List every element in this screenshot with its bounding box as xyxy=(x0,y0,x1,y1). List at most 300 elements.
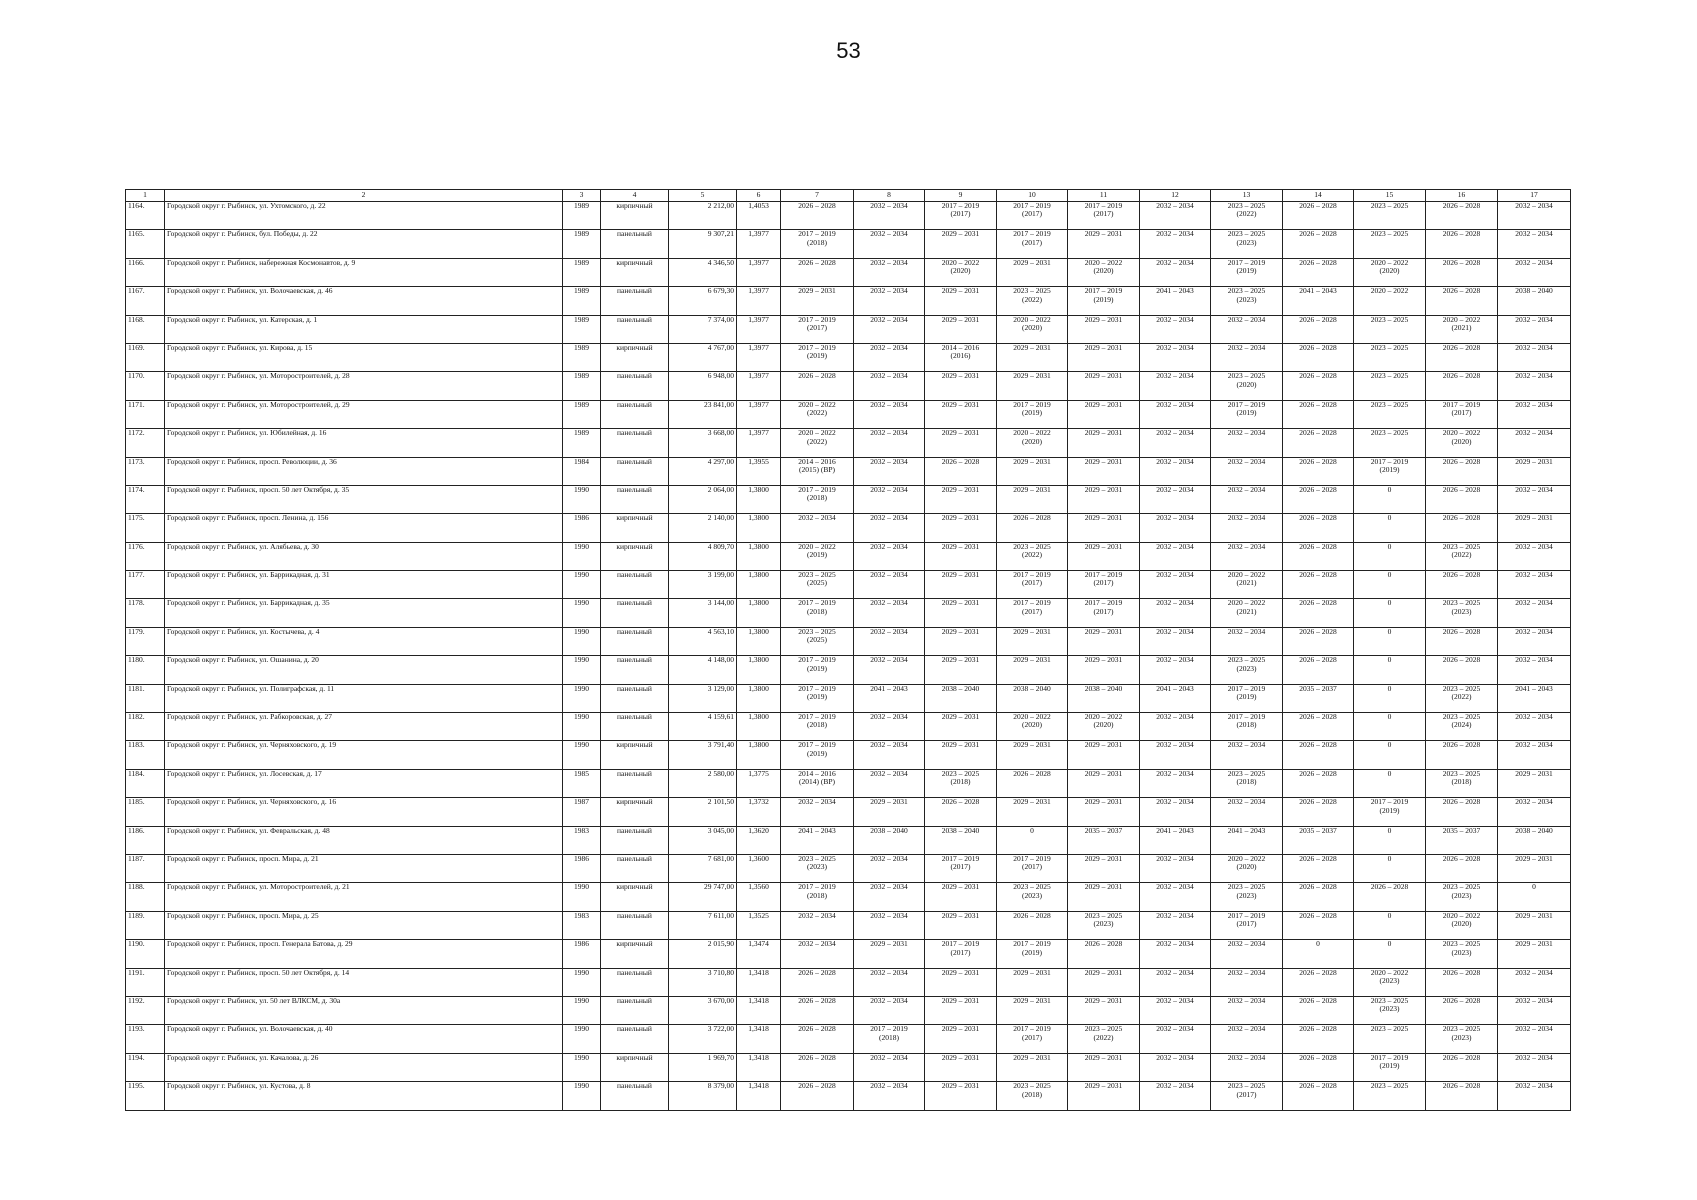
column-header-7: 7 xyxy=(781,190,854,202)
table-cell: 2032 – 2034 xyxy=(854,542,925,570)
table-cell: 2020 – 2022 (2021) xyxy=(1426,315,1498,343)
table-cell: 2032 – 2034 xyxy=(1498,258,1571,286)
table-cell: 1989 xyxy=(563,287,601,315)
table-cell: 2032 – 2034 xyxy=(1498,968,1571,996)
table-cell: 2026 – 2028 xyxy=(1283,854,1354,882)
table-cell: панельный xyxy=(601,684,669,712)
table-cell: 4 297,00 xyxy=(669,457,737,485)
address-cell: Городской округ г. Рыбинск, просп. Мира, д. 25 xyxy=(165,911,563,939)
table-cell: 3 722,00 xyxy=(669,1025,737,1053)
table-cell: 2029 – 2031 xyxy=(1068,315,1140,343)
table-cell: 3 144,00 xyxy=(669,599,737,627)
table-cell: 1990 xyxy=(563,656,601,684)
table-cell: 2032 – 2034 xyxy=(1498,1025,1571,1053)
table-cell: 2029 – 2031 xyxy=(925,514,997,542)
table-cell: 2017 – 2019 (2018) xyxy=(781,883,854,911)
table-cell: 2029 – 2031 xyxy=(1068,343,1140,371)
row-number-cell: 1189. xyxy=(126,911,165,939)
table-cell: 1,3800 xyxy=(737,542,781,570)
address-cell: Городской округ г. Рыбинск, ул. Ухтомского, д. 22 xyxy=(165,202,563,230)
address-cell: Городской округ г. Рыбинск, ул. Черняховского, д. 19 xyxy=(165,741,563,769)
table-cell: 2029 – 2031 xyxy=(1498,769,1571,797)
table-row xyxy=(126,911,1571,939)
table-cell: 2029 – 2031 xyxy=(1068,485,1140,513)
row-number-cell: 1180. xyxy=(126,656,165,684)
column-header-10: 10 xyxy=(997,190,1068,202)
address-cell: Городской округ г. Рыбинск, просп. Мира, д. 21 xyxy=(165,854,563,882)
table-cell: 3 045,00 xyxy=(669,826,737,854)
table-cell: 2026 – 2028 xyxy=(1426,1082,1498,1110)
table-cell: 2029 – 2031 xyxy=(925,713,997,741)
table-cell: 2020 – 2022 (2022) xyxy=(781,429,854,457)
table-cell: 2032 – 2034 xyxy=(854,400,925,428)
table-cell: 2029 – 2031 xyxy=(925,571,997,599)
table-cell: 2032 – 2034 xyxy=(1211,514,1283,542)
table-cell: 2029 – 2031 xyxy=(1068,542,1140,570)
table-row xyxy=(126,798,1571,826)
table-cell: 2026 – 2028 xyxy=(1426,996,1498,1024)
table-cell: 2032 – 2034 xyxy=(854,571,925,599)
table-cell: 2032 – 2034 xyxy=(854,514,925,542)
table-cell: 2029 – 2031 xyxy=(925,996,997,1024)
table-cell: кирпичный xyxy=(601,202,669,230)
table-cell: 2029 – 2031 xyxy=(925,599,997,627)
table-cell: 2026 – 2028 xyxy=(1426,514,1498,542)
row-number-cell: 1182. xyxy=(126,713,165,741)
table-cell: 2026 – 2028 xyxy=(1283,741,1354,769)
table-cell: 1986 xyxy=(563,514,601,542)
table-cell: 2035 – 2037 xyxy=(1283,826,1354,854)
table-cell: 2020 – 2022 (2019) xyxy=(781,542,854,570)
table-cell: 6 679,30 xyxy=(669,287,737,315)
table-cell: 2029 – 2031 xyxy=(997,741,1068,769)
table-cell: 2017 – 2019 (2017) xyxy=(1068,571,1140,599)
table-cell: 2035 – 2037 xyxy=(1283,684,1354,712)
table-cell: 2020 – 2022 (2021) xyxy=(1211,571,1283,599)
table-cell: кирпичный xyxy=(601,940,669,968)
row-number-cell: 1170. xyxy=(126,372,165,400)
table-cell: 1,3977 xyxy=(737,258,781,286)
row-number-cell: 1187. xyxy=(126,854,165,882)
address-cell: Городской округ г. Рыбинск, ул. Костычева, д. 4 xyxy=(165,627,563,655)
table-cell: 2026 – 2028 xyxy=(1426,372,1498,400)
table-cell: 6 948,00 xyxy=(669,372,737,400)
table-cell: 2032 – 2034 xyxy=(854,656,925,684)
table-cell: 2032 – 2034 xyxy=(1140,1082,1211,1110)
table-cell: 2023 – 2025 xyxy=(1354,315,1426,343)
table-cell: 2032 – 2034 xyxy=(1498,571,1571,599)
table-cell: 2023 – 2025 (2018) xyxy=(1211,769,1283,797)
table-cell: 0 xyxy=(1354,627,1426,655)
address-cell: Городской округ г. Рыбинск, ул. Моторостроителей, д. 21 xyxy=(165,883,563,911)
table-cell: 2023 – 2025 (2023) xyxy=(1068,911,1140,939)
address-cell: Городской округ г. Рыбинск, бул. Победы, д. 22 xyxy=(165,230,563,258)
table-cell: 0 xyxy=(1354,656,1426,684)
table-cell: 2029 – 2031 xyxy=(925,287,997,315)
table-cell: 2029 – 2031 xyxy=(997,627,1068,655)
table-cell: 4 159,61 xyxy=(669,713,737,741)
table-cell: 2026 – 2028 xyxy=(1283,656,1354,684)
table-cell: 2023 – 2025 xyxy=(1354,343,1426,371)
table-cell: 2020 – 2022 (2020) xyxy=(1426,911,1498,939)
table-cell: 2032 – 2034 xyxy=(1140,769,1211,797)
table-cell: 2 140,00 xyxy=(669,514,737,542)
table-cell: 1990 xyxy=(563,741,601,769)
row-number-cell: 1194. xyxy=(126,1053,165,1081)
table-cell: 2032 – 2034 xyxy=(1211,1053,1283,1081)
table-cell: 2026 – 2028 xyxy=(1426,457,1498,485)
table-cell: 2032 – 2034 xyxy=(1140,1053,1211,1081)
table-cell: 2026 – 2028 xyxy=(1283,769,1354,797)
row-number-cell: 1172. xyxy=(126,429,165,457)
table-cell: 2032 – 2034 xyxy=(1140,258,1211,286)
table-cell: 3 199,00 xyxy=(669,571,737,599)
table-cell: 0 xyxy=(997,826,1068,854)
table-cell: 2032 – 2034 xyxy=(854,911,925,939)
table-cell: 2032 – 2034 xyxy=(1498,1082,1571,1110)
table-cell: 2032 – 2034 xyxy=(1211,457,1283,485)
table-cell: 2029 – 2031 xyxy=(1068,429,1140,457)
table-cell: 2041 – 2043 xyxy=(1140,684,1211,712)
address-cell: Городской округ г. Рыбинск, ул. Моторостроителей, д. 28 xyxy=(165,372,563,400)
table-cell: 2026 – 2028 xyxy=(781,968,854,996)
table-cell: панельный xyxy=(601,968,669,996)
table-cell: 2032 – 2034 xyxy=(1211,627,1283,655)
table-cell: 1,3800 xyxy=(737,713,781,741)
table-cell: 2032 – 2034 xyxy=(1498,798,1571,826)
table-cell: 2032 – 2034 xyxy=(781,911,854,939)
table-cell: панельный xyxy=(601,1025,669,1053)
table-cell: 2029 – 2031 xyxy=(997,258,1068,286)
table-cell: 1,3800 xyxy=(737,656,781,684)
table-cell: 2029 – 2031 xyxy=(997,996,1068,1024)
table-cell: 2032 – 2034 xyxy=(1140,485,1211,513)
table-cell: 2023 – 2025 (2023) xyxy=(1211,287,1283,315)
table-cell: 2032 – 2034 xyxy=(1140,599,1211,627)
table-cell: 2032 – 2034 xyxy=(1211,996,1283,1024)
row-number-cell: 1191. xyxy=(126,968,165,996)
table-cell: 2017 – 2019 (2019) xyxy=(781,343,854,371)
table-cell: 0 xyxy=(1354,542,1426,570)
table-cell: 2032 – 2034 xyxy=(1140,230,1211,258)
table-cell: 2029 – 2031 xyxy=(1068,968,1140,996)
table-cell: 2032 – 2034 xyxy=(1211,429,1283,457)
table-cell: 2023 – 2025 xyxy=(1354,400,1426,428)
table-row xyxy=(126,940,1571,968)
table-cell: 2023 – 2025 (2018) xyxy=(925,769,997,797)
table-cell: 1,3732 xyxy=(737,798,781,826)
table-cell: 2032 – 2034 xyxy=(1140,854,1211,882)
table-cell: 2029 – 2031 xyxy=(925,400,997,428)
table-cell: 2023 – 2025 xyxy=(1354,1025,1426,1053)
table-cell: 1,3800 xyxy=(737,571,781,599)
row-number-cell: 1169. xyxy=(126,343,165,371)
table-cell: 2026 – 2028 xyxy=(1426,1053,1498,1081)
table-cell: панельный xyxy=(601,400,669,428)
table-cell: 2026 – 2028 xyxy=(997,769,1068,797)
table-cell: 2029 – 2031 xyxy=(854,798,925,826)
table-cell: 2026 – 2028 xyxy=(1426,202,1498,230)
column-header-5: 5 xyxy=(669,190,737,202)
table-cell: 2032 – 2034 xyxy=(854,315,925,343)
column-header-1: 1 xyxy=(126,190,165,202)
table-cell: 1 969,70 xyxy=(669,1053,737,1081)
table-cell: 1,3800 xyxy=(737,599,781,627)
table-cell: 2026 – 2028 xyxy=(1426,854,1498,882)
table-cell: кирпичный xyxy=(601,258,669,286)
table-cell: 2026 – 2028 xyxy=(1283,798,1354,826)
column-header-2: 2 xyxy=(165,190,563,202)
table-cell: 2026 – 2028 xyxy=(1426,968,1498,996)
table-cell: 2032 – 2034 xyxy=(1498,202,1571,230)
table-cell: 2026 – 2028 xyxy=(781,1053,854,1081)
table-cell: 1986 xyxy=(563,854,601,882)
table-cell: 1990 xyxy=(563,599,601,627)
table-cell: 2026 – 2028 xyxy=(1426,798,1498,826)
table-cell: 2032 – 2034 xyxy=(1498,542,1571,570)
table-cell: 2029 – 2031 xyxy=(1068,400,1140,428)
table-cell: 2032 – 2034 xyxy=(1211,1025,1283,1053)
row-number-cell: 1179. xyxy=(126,627,165,655)
table-cell: 2017 – 2019 (2017) xyxy=(1068,599,1140,627)
table-cell: 2023 – 2025 xyxy=(1354,372,1426,400)
table-cell: 0 xyxy=(1354,769,1426,797)
table-row xyxy=(126,599,1571,627)
row-number-cell: 1193. xyxy=(126,1025,165,1053)
table-cell: 2032 – 2034 xyxy=(1140,741,1211,769)
table-cell: 1990 xyxy=(563,684,601,712)
table-cell: 1,3418 xyxy=(737,996,781,1024)
table-cell: 2017 – 2019 (2017) xyxy=(997,599,1068,627)
table-cell: 2029 – 2031 xyxy=(997,372,1068,400)
table-row xyxy=(126,457,1571,485)
column-header-13: 13 xyxy=(1211,190,1283,202)
table-cell: 2017 – 2019 (2017) xyxy=(925,940,997,968)
table-cell: 2017 – 2019 (2018) xyxy=(854,1025,925,1053)
table-row xyxy=(126,996,1571,1024)
table-cell: 2032 – 2034 xyxy=(1140,202,1211,230)
row-number-cell: 1168. xyxy=(126,315,165,343)
table-cell: 2 101,50 xyxy=(669,798,737,826)
address-cell: Городской округ г. Рыбинск, ул. Февральская, д. 48 xyxy=(165,826,563,854)
table-cell: 1,4053 xyxy=(737,202,781,230)
table-cell: 2023 – 2025 (2023) xyxy=(997,883,1068,911)
table-cell: 2032 – 2034 xyxy=(1140,883,1211,911)
table-cell: 2032 – 2034 xyxy=(1140,343,1211,371)
table-cell: 2020 – 2022 (2021) xyxy=(1211,599,1283,627)
table-cell: 2023 – 2025 xyxy=(1354,230,1426,258)
table-cell: 2032 – 2034 xyxy=(854,230,925,258)
table-cell: 1,3800 xyxy=(737,684,781,712)
column-header-12: 12 xyxy=(1140,190,1211,202)
table-cell: 2029 – 2031 xyxy=(1068,627,1140,655)
table-cell: 2032 – 2034 xyxy=(1211,940,1283,968)
column-header-16: 16 xyxy=(1426,190,1498,202)
table-cell: 2032 – 2034 xyxy=(854,599,925,627)
table-cell: 2017 – 2019 (2019) xyxy=(781,656,854,684)
table-cell: 2026 – 2028 xyxy=(781,202,854,230)
table-cell: 2029 – 2031 xyxy=(1498,911,1571,939)
table-cell: 2017 – 2019 (2017) xyxy=(997,571,1068,599)
table-cell: 2032 – 2034 xyxy=(854,854,925,882)
table-cell: 2029 – 2031 xyxy=(997,343,1068,371)
table-cell: панельный xyxy=(601,911,669,939)
table-cell: 2026 – 2028 xyxy=(1283,627,1354,655)
table-cell: 1990 xyxy=(563,627,601,655)
table-cell: 2041 – 2043 xyxy=(1211,826,1283,854)
table-cell: 1985 xyxy=(563,769,601,797)
table-cell: 2032 – 2034 xyxy=(781,798,854,826)
table-cell: 2032 – 2034 xyxy=(781,514,854,542)
table-cell: 1,3418 xyxy=(737,1025,781,1053)
table-cell: 1,3800 xyxy=(737,741,781,769)
table-cell: 2032 – 2034 xyxy=(854,202,925,230)
table-cell: 2017 – 2019 (2019) xyxy=(1068,287,1140,315)
table-row xyxy=(126,627,1571,655)
table-cell: 0 xyxy=(1354,911,1426,939)
row-number-cell: 1186. xyxy=(126,826,165,854)
table-cell: 2020 – 2022 (2020) xyxy=(1426,429,1498,457)
table-cell: 2029 – 2031 xyxy=(1498,514,1571,542)
column-header-6: 6 xyxy=(737,190,781,202)
table-cell: 2032 – 2034 xyxy=(1140,656,1211,684)
table-cell: кирпичный xyxy=(601,514,669,542)
table-row xyxy=(126,883,1571,911)
table-cell: 2026 – 2028 xyxy=(781,996,854,1024)
table-cell: 2032 – 2034 xyxy=(1140,400,1211,428)
table-cell: 2029 – 2031 xyxy=(1068,372,1140,400)
table-cell: 2023 – 2025 (2023) xyxy=(1426,599,1498,627)
table-cell: панельный xyxy=(601,429,669,457)
table-cell: панельный xyxy=(601,1082,669,1110)
table-cell: 2023 – 2025 (2023) xyxy=(1211,883,1283,911)
table-cell: 2026 – 2028 xyxy=(1426,287,1498,315)
table-cell: 2017 – 2019 (2017) xyxy=(997,202,1068,230)
table-cell: 4 563,10 xyxy=(669,627,737,655)
table-cell: 2023 – 2025 (2023) xyxy=(1211,230,1283,258)
table-cell: 3 129,00 xyxy=(669,684,737,712)
table-cell: 2017 – 2019 (2018) xyxy=(781,485,854,513)
table-row xyxy=(126,287,1571,315)
table-cell: 2023 – 2025 (2020) xyxy=(1211,372,1283,400)
table-cell: 2029 – 2031 xyxy=(1068,769,1140,797)
table-cell: 2026 – 2028 xyxy=(997,911,1068,939)
page-number: 53 xyxy=(836,38,861,63)
table-cell: 2023 – 2025 (2022) xyxy=(1068,1025,1140,1053)
table-cell: 0 xyxy=(1354,571,1426,599)
table-cell: 2029 – 2031 xyxy=(1068,1082,1140,1110)
column-header-15: 15 xyxy=(1354,190,1426,202)
table-cell: 0 xyxy=(1354,485,1426,513)
table-cell: 2026 – 2028 xyxy=(1426,230,1498,258)
address-cell: Городской округ г. Рыбинск, просп. 50 лет Октября, д. 14 xyxy=(165,968,563,996)
table-cell: 2017 – 2019 (2019) xyxy=(781,684,854,712)
address-cell: Городской округ г. Рыбинск, ул. Черняховского, д. 16 xyxy=(165,798,563,826)
table-row xyxy=(126,684,1571,712)
address-cell: Городской округ г. Рыбинск, ул. Моторостроителей, д. 29 xyxy=(165,400,563,428)
table-cell: панельный xyxy=(601,713,669,741)
table-cell: 2026 – 2028 xyxy=(1283,258,1354,286)
table-cell: 2023 – 2025 (2022) xyxy=(997,542,1068,570)
table-cell: панельный xyxy=(601,656,669,684)
table-cell: 2032 – 2034 xyxy=(854,372,925,400)
table-cell: 2020 – 2022 (2020) xyxy=(925,258,997,286)
table-cell: 2020 – 2022 (2022) xyxy=(781,400,854,428)
table-cell: 2017 – 2019 (2017) xyxy=(997,1025,1068,1053)
row-number-cell: 1167. xyxy=(126,287,165,315)
table-cell: 2032 – 2034 xyxy=(854,741,925,769)
table-cell: 2029 – 2031 xyxy=(1068,798,1140,826)
table-cell: 2026 – 2028 xyxy=(781,372,854,400)
address-cell: Городской округ г. Рыбинск, ул. Баррикадная, д. 31 xyxy=(165,571,563,599)
table-cell: 2026 – 2028 xyxy=(1283,911,1354,939)
table-cell: 2 064,00 xyxy=(669,485,737,513)
table-cell: 0 xyxy=(1354,854,1426,882)
table-cell: 2017 – 2019 (2017) xyxy=(781,315,854,343)
address-cell: Городской округ г. Рыбинск, просп. Революции, д. 36 xyxy=(165,457,563,485)
table-cell: 2026 – 2028 xyxy=(781,1025,854,1053)
table-cell: 2032 – 2034 xyxy=(854,485,925,513)
table-cell: 1,3418 xyxy=(737,968,781,996)
table-cell: 2038 – 2040 xyxy=(1498,287,1571,315)
row-number-cell: 1177. xyxy=(126,571,165,599)
table-cell: 2032 – 2034 xyxy=(1498,230,1571,258)
table-cell: 0 xyxy=(1354,826,1426,854)
table-cell: 2023 – 2025 xyxy=(1354,429,1426,457)
table-cell: 2032 – 2034 xyxy=(854,1053,925,1081)
table-cell: кирпичный xyxy=(601,741,669,769)
table-cell: панельный xyxy=(601,996,669,1024)
table-cell: 1,3977 xyxy=(737,230,781,258)
table-cell: 2026 – 2028 xyxy=(1283,571,1354,599)
table-cell: 1,3977 xyxy=(737,287,781,315)
table-cell: 2023 – 2025 (2022) xyxy=(1211,202,1283,230)
table-cell: 1987 xyxy=(563,798,601,826)
table-cell: 2029 – 2031 xyxy=(1068,854,1140,882)
table-cell: 2023 – 2025 (2023) xyxy=(1354,996,1426,1024)
table-cell: 2032 – 2034 xyxy=(854,883,925,911)
row-number-cell: 1190. xyxy=(126,940,165,968)
table-cell: 0 xyxy=(1283,940,1354,968)
table-cell: 4 767,00 xyxy=(669,343,737,371)
table-row xyxy=(126,343,1571,371)
table-cell: 2032 – 2034 xyxy=(854,996,925,1024)
table-cell: 2032 – 2034 xyxy=(854,1082,925,1110)
table-cell: 2041 – 2043 xyxy=(1140,826,1211,854)
table-cell: 2032 – 2034 xyxy=(854,343,925,371)
address-cell: Городской округ г. Рыбинск, ул. Юбилейная, д. 16 xyxy=(165,429,563,457)
row-number-cell: 1188. xyxy=(126,883,165,911)
row-number-cell: 1171. xyxy=(126,400,165,428)
table-cell: 2026 – 2028 xyxy=(1283,599,1354,627)
table-cell: 2035 – 2037 xyxy=(1068,826,1140,854)
table-cell: 2029 – 2031 xyxy=(1498,457,1571,485)
address-cell: Городской округ г. Рыбинск, ул. Алябьева, д. 30 xyxy=(165,542,563,570)
row-number-cell: 1195. xyxy=(126,1082,165,1110)
table-cell: 2017 – 2019 (2019) xyxy=(1354,457,1426,485)
table-cell: 2032 – 2034 xyxy=(1211,798,1283,826)
table-cell: 2026 – 2028 xyxy=(1283,968,1354,996)
table-cell: 2020 – 2022 (2020) xyxy=(997,429,1068,457)
table-cell: 1,3955 xyxy=(737,457,781,485)
table-cell: 2032 – 2034 xyxy=(1498,996,1571,1024)
table-cell: 2032 – 2034 xyxy=(1498,741,1571,769)
table-cell: 2026 – 2028 xyxy=(1283,315,1354,343)
table-cell: 2029 – 2031 xyxy=(925,1053,997,1081)
table-cell: 3 791,40 xyxy=(669,741,737,769)
table-cell: 2020 – 2022 (2020) xyxy=(1068,713,1140,741)
address-cell: Городской округ г. Рыбинск, ул. Рабкоровская, д. 27 xyxy=(165,713,563,741)
